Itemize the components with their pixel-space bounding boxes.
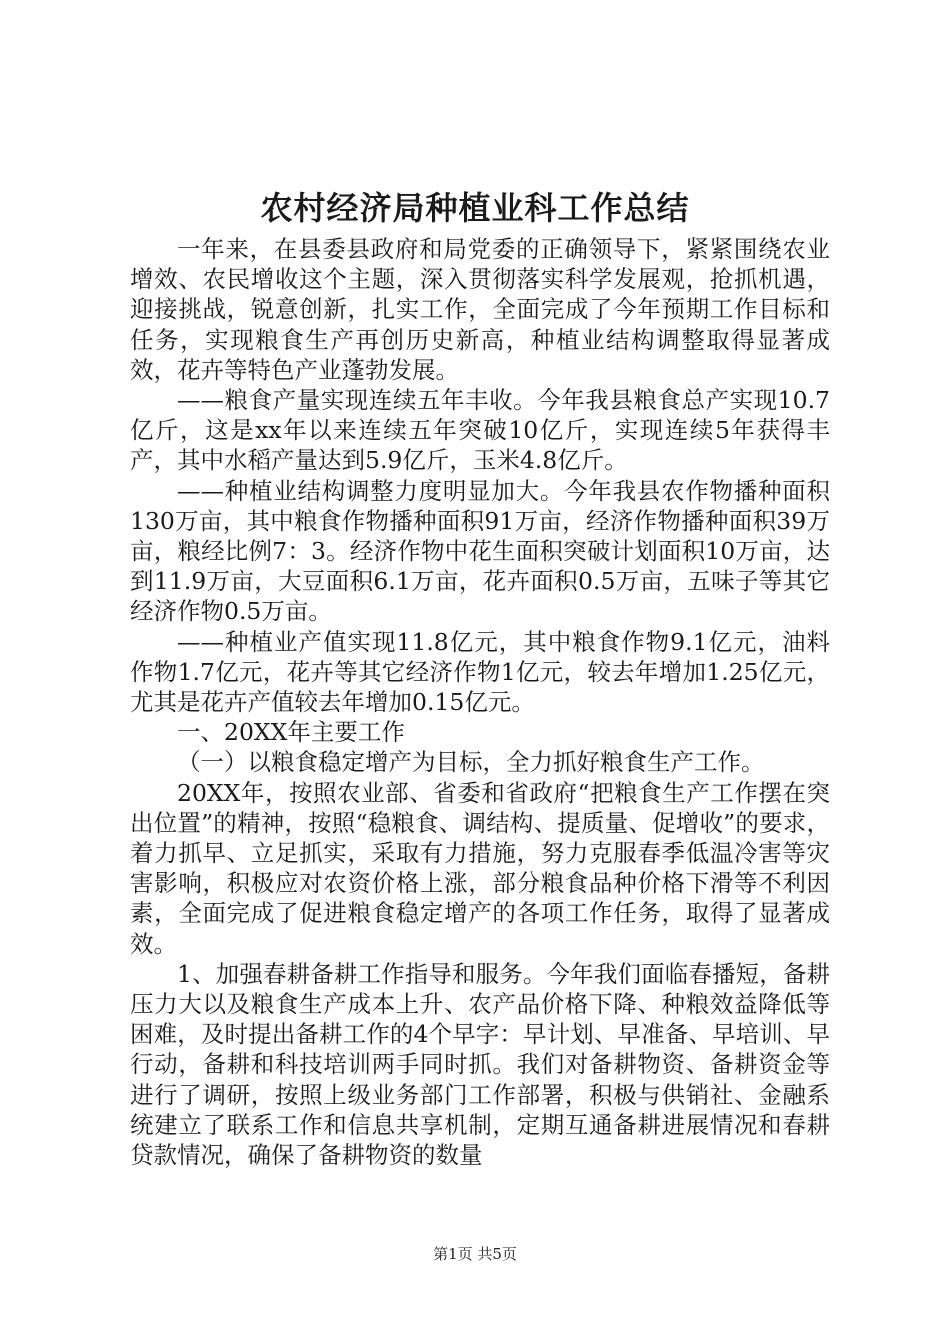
paragraph-intro: 一年来，在县委县政府和局党委的正确领导下，紧紧围绕农业增效、农民增收这个主题，深入贯彻落实科学发展观，抢抓机遇，迎接挑战，锐意创新，扎实工作，全面完成了今年预期工作目标和任务，实现粮食生产再创历史新高，种植业结构调整取得显著成效，花卉等特色产业蓬勃发展。 — [130, 235, 830, 384]
paragraph-structure-adjustment: ——种植业结构调整力度明显加大。今年我县农作物播种面积130万亩，其中粮食作物播种面积91万亩，经济作物播种面积39万亩，粮经比例7：3。经济作物中花生面积突破计划面积10万亩，达到11.9万亩，大豆面积6.1万亩，花卉面积0.5万亩，五味子等其它经济作物0.5万亩。 — [130, 476, 830, 626]
document-body — [130, 234, 830, 1170]
document-title: 农村经济局种植业科工作总结 — [260, 189, 690, 227]
section-heading-main-work: 一、20XX年主要工作 — [177, 718, 405, 747]
paragraph-grain-measures: 20XX年，按照农业部、省委和省政府“把粮食生产工作摆在突出位置”的精神，按照“稳粮食、调结构、提质量、促增收”的要求，着力抓早、立足抓实，采取有力措施，努力克服春季低温冷害等灾害影响，积极应对农资价格上涨，部分粮食品种价格下滑等不利因素，全面完成了促进粮食稳定增产的各项工作任务，取得了显著成效。 — [130, 778, 830, 958]
paragraph-output-value: ——种植业产值实现11.8亿元，其中粮食作物9.1亿元，油料作物1.7亿元，花卉等其它经济作物1亿元，较去年增加1.25亿元，尤其是花卉产值较去年增加0.15亿元。 — [130, 627, 830, 717]
paragraph-grain-output: ——粮食产量实现连续五年丰收。今年我县粮食总产实现10.7亿斤，这是xx年以来连续五年突破10亿斤，实现连续5年获得丰产，其中水稻产量达到5.9亿斤，玉米4.8亿斤。 — [130, 386, 830, 475]
subsection-heading-grain-production: （一）以粮食稳定增产为目标，全力抓好粮食生产工作。 — [177, 748, 765, 777]
page-number-footer: 第1页 共5页 — [433, 1245, 517, 1263]
paragraph-spring-plowing: 1、加强春耕备耕工作指导和服务。今年我们面临春播短，备耕压力大以及粮食生产成本上升、农产品价格下降、种粮效益降低等困难，及时提出备耕工作的4个早字：早计划、早准备、早培训、早行动，备耕和科技培训两手同时抓。我们对备耕物资、备耕资金等进行了调研，按照上级业务部门工作部署，积极与供销社、金融系统建立了联系工作和信息共享机制，定期互通备耕进展情况和春耕贷款情况，确保了备耕物资的数量 — [130, 959, 830, 1170]
